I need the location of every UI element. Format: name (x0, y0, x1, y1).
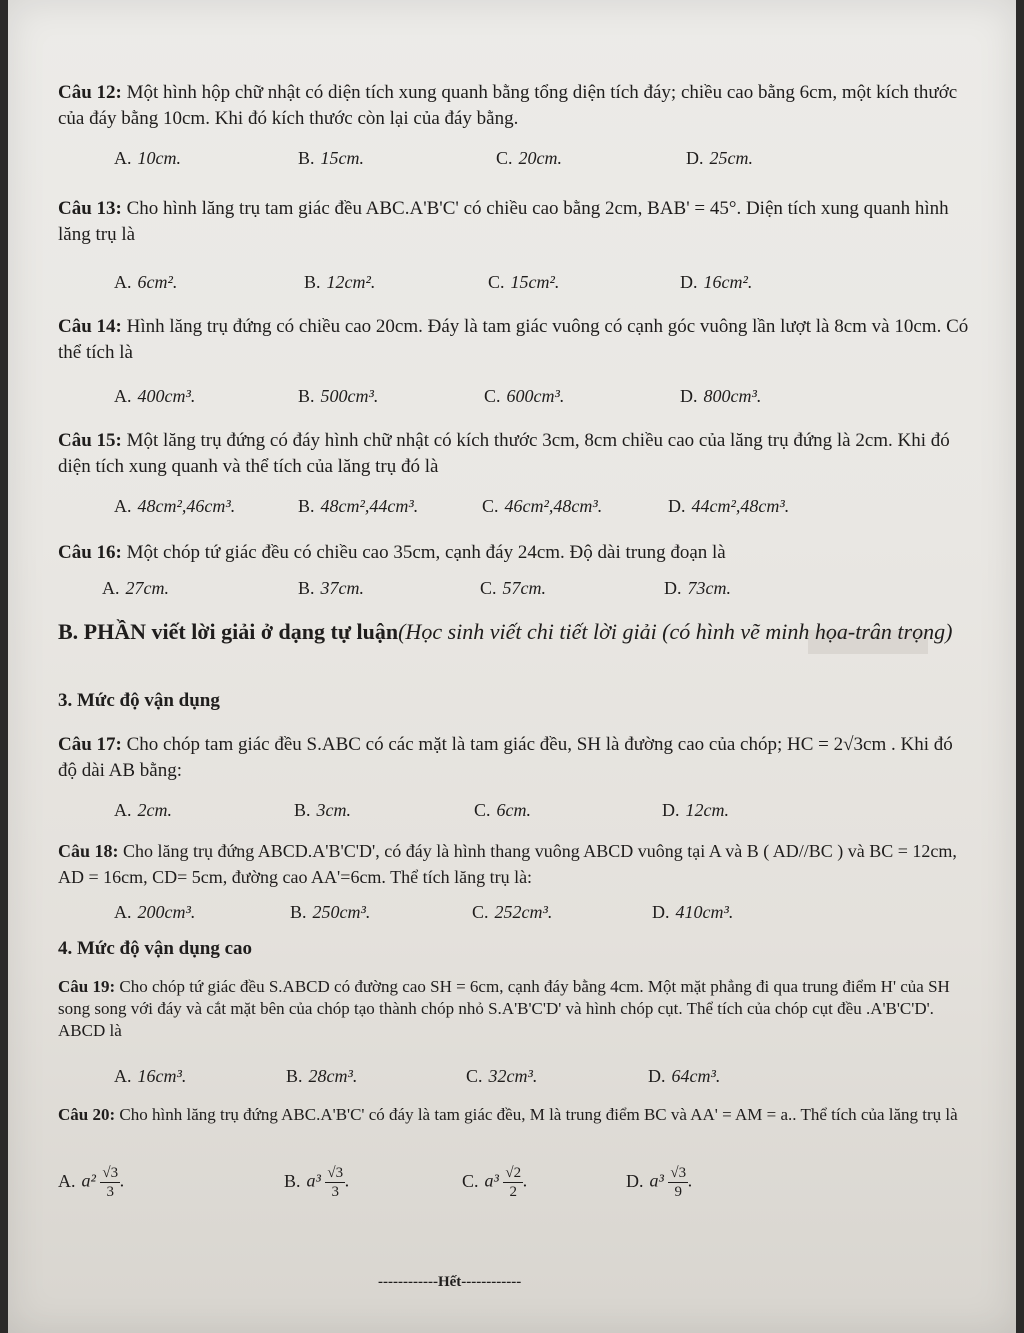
option-b: B. 48cm²,44cm³. (298, 496, 419, 516)
section-b-heading (58, 616, 976, 648)
option-d: D. 25cm. (686, 148, 753, 168)
question-19-label: Câu 19: (58, 977, 116, 996)
option-d: D. 44cm²,48cm³. (668, 496, 790, 516)
option-c: C. a³ $\frac{√2}{2}$ . (462, 1165, 528, 1200)
option-d: D. 73cm. (664, 578, 731, 598)
option-d: D. a³ $\frac{√3}{9}$ . (626, 1165, 693, 1200)
option-b: B. 3cm. (294, 800, 352, 820)
question-13-label: Câu 13: (58, 198, 122, 219)
option-b: B. 500cm³. (298, 386, 379, 406)
question-19-text: Cho chóp tứ giác đều S.ABCD có đường cao SH = 6cm, cạnh đáy bằng 4cm. Một mặt phẳng đi qua trung điểm H' của SH song song với đáy và cắt mặt bên của chóp tạo thành chóp nhỏ S.A'B'C'D' và hình chóp cụt. Thể tích của chóp cụt đều .A'B'C'D'. ABCD là (58, 977, 950, 1040)
option-a: A. 6cm². (114, 272, 178, 292)
option-b: B. 12cm². (304, 272, 376, 292)
heading-level-3: 3. Mức độ vận dụng (58, 690, 220, 711)
question-12 (58, 80, 976, 132)
heading-level-4: 4. Mức độ vận dụng cao (58, 938, 253, 959)
question-15 (58, 428, 976, 480)
exam-page (8, 0, 1016, 1333)
question-16-label: Câu 16: (58, 542, 122, 563)
option-c: C. 57cm. (480, 578, 547, 598)
option-d: D. 16cm². (680, 272, 753, 292)
question-12-label: Câu 12: (58, 82, 122, 103)
option-a: A. 27cm. (102, 578, 169, 598)
option-c: C. 32cm³. (466, 1066, 538, 1086)
option-a: A. 48cm²,46cm³. (114, 496, 236, 516)
option-d: D. 12cm. (662, 800, 729, 820)
option-d: D. 800cm³. (680, 386, 762, 406)
end-marker: ------------Hết------------ (378, 1274, 522, 1290)
question-13 (58, 196, 976, 248)
option-c: C. 20cm. (496, 148, 563, 168)
question-15-text: Một lăng trụ đứng có đáy hình chữ nhật có kích thước 3cm, 8cm chiều cao của lăng trụ đứng là 2cm. Khi đó diện tích xung quanh và thể tích của lăng trụ đó là (58, 430, 950, 477)
option-c: C. 252cm³. (472, 902, 553, 922)
question-20-text: Cho hình lăng trụ đứng ABC.A'B'C' có đáy là tam giác đều, M là trung điểm BC và AA' = AM = a.. Thể tích của lăng trụ là (115, 1105, 958, 1124)
question-19 (58, 976, 976, 1042)
option-b: B. 15cm. (298, 148, 365, 168)
option-a: A. a² $\frac{√3}{3}$ . (58, 1165, 125, 1200)
section-b-bold: B. PHẦN viết lời giải ở dạng tự luận (58, 619, 399, 644)
question-17-label: Câu 17: (58, 734, 122, 755)
option-c: C. 6cm. (474, 800, 532, 820)
question-17 (58, 732, 976, 784)
question-17-text: Cho chóp tam giác đều S.ABC có các mặt là tam giác đều, SH là đường cao của chóp; HC = 2√3cm . Khi đó độ dài AB bằng: (58, 734, 953, 781)
option-a: A. 400cm³. (114, 386, 196, 406)
option-d: D. 64cm³. (648, 1066, 721, 1086)
question-18 (58, 838, 976, 890)
option-b: B. 250cm³. (290, 902, 371, 922)
question-16 (58, 540, 976, 566)
option-c: C. 15cm². (488, 272, 560, 292)
option-a: A. 16cm³. (114, 1066, 187, 1086)
option-b: B. a³ $\frac{√3}{3}$ . (284, 1165, 350, 1200)
question-18-label: Câu 18: (58, 841, 119, 861)
question-14-text: Hình lăng trụ đứng có chiều cao 20cm. Đáy là tam giác vuông có cạnh góc vuông lần lượt là 8cm và 10cm. Có thể tích là (58, 316, 969, 363)
option-c: C. 46cm²,48cm³. (482, 496, 603, 516)
question-13-text: Cho hình lăng trụ tam giác đều ABC.A'B'C' có chiều cao bằng 2cm, BAB' = 45°. Diện tích xung quanh hình lăng trụ là (58, 198, 949, 245)
option-d: D. 410cm³. (652, 902, 734, 922)
question-20-label: Câu 20: (58, 1105, 116, 1124)
question-14-label: Câu 14: (58, 316, 122, 337)
option-b: B. 37cm. (298, 578, 365, 598)
option-c: C. 600cm³. (484, 386, 565, 406)
question-20 (58, 1104, 976, 1126)
option-a: A. 200cm³. (114, 902, 196, 922)
question-15-label: Câu 15: (58, 430, 122, 451)
option-a: A. 2cm. (114, 800, 172, 820)
question-12-text: Một hình hộp chữ nhật có diện tích xung quanh bằng tổng diện tích đáy; chiều cao bằng 6cm, một kích thước của đáy bằng 10cm. Khi đó kích thước còn lại của đáy bằng. (58, 82, 958, 129)
question-14 (58, 314, 976, 366)
question-16-text: Một chóp tứ giác đều có chiều cao 35cm, cạnh đáy 24cm. Độ dài trung đoạn là (121, 542, 726, 563)
option-b: B. 28cm³. (286, 1066, 358, 1086)
section-b-italic: (Học sinh viết chi tiết lời giải (có hình vẽ minh họa-trân trọng) (398, 619, 953, 644)
question-18-text: Cho lăng trụ đứng ABCD.A'B'C'D', có đáy là hình thang vuông ABCD vuông tại A và B ( AD//BC ) và BC = 12cm, AD = 16cm, CD= 5cm, đường cao AA'=6cm. Thể tích lăng trụ là: (58, 841, 957, 887)
option-a: A. 10cm. (114, 148, 181, 168)
